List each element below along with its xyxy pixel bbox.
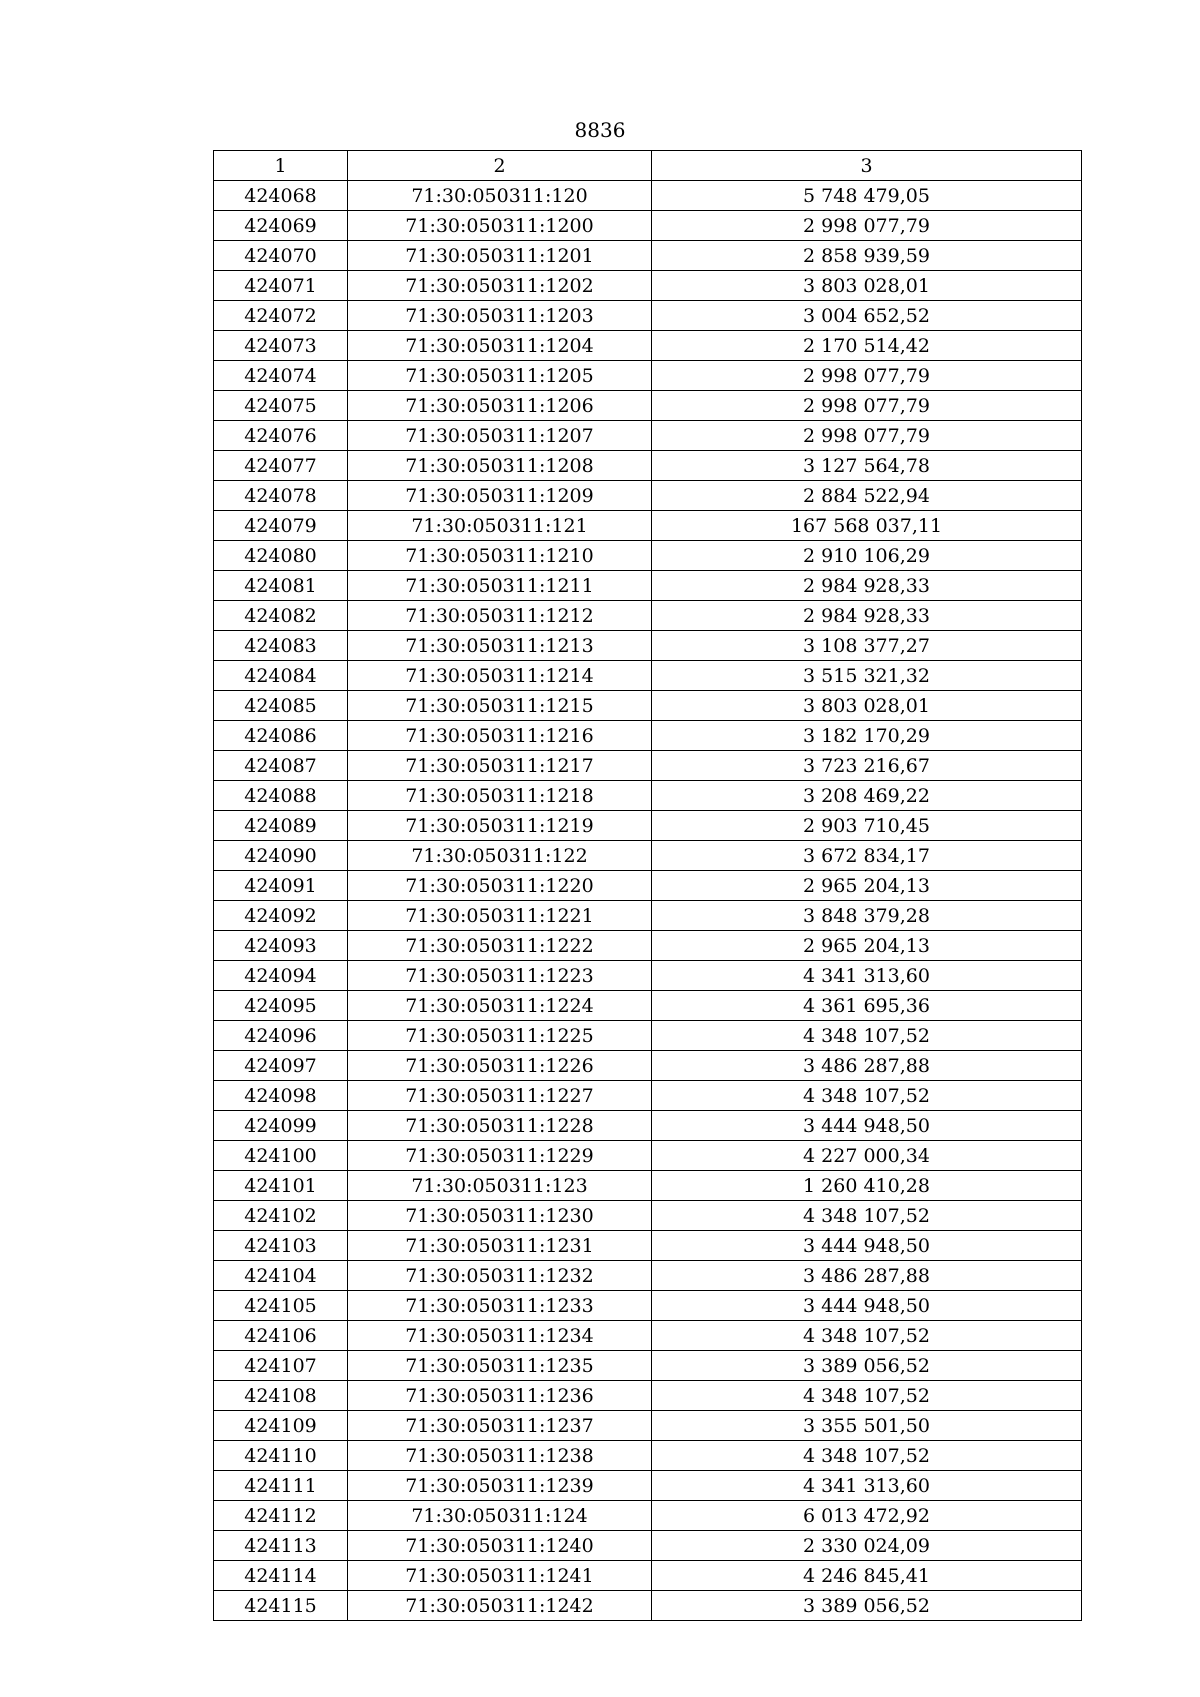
cadastral-number-cell: 71:30:050311:124 (348, 1501, 652, 1531)
row-number-cell: 424107 (214, 1351, 348, 1381)
cadastral-number-cell: 71:30:050311:1206 (348, 391, 652, 421)
cadastral-value-cell: 2 984 928,33 (652, 601, 1082, 631)
row-number-cell: 424099 (214, 1111, 348, 1141)
row-number-cell: 424069 (214, 211, 348, 241)
cadastral-value-cell: 4 348 107,52 (652, 1321, 1082, 1351)
cadastral-value-cell: 3 803 028,01 (652, 271, 1082, 301)
cadastral-number-cell: 71:30:050311:1235 (348, 1351, 652, 1381)
table-row (214, 211, 1082, 241)
row-number-cell: 424090 (214, 841, 348, 871)
cadastral-value-cell: 4 227 000,34 (652, 1141, 1082, 1171)
page-number: 8836 (574, 118, 626, 142)
table-header-row (214, 151, 1082, 181)
cadastral-value-cell: 3 208 469,22 (652, 781, 1082, 811)
table-row (214, 1561, 1082, 1591)
cadastral-number-cell: 71:30:050311:1240 (348, 1531, 652, 1561)
cadastral-number-cell: 71:30:050311:1231 (348, 1231, 652, 1261)
cadastral-number-cell: 71:30:050311:1212 (348, 601, 652, 631)
table-row (214, 391, 1082, 421)
cadastral-number-cell: 71:30:050311:1213 (348, 631, 652, 661)
cadastral-number-cell: 71:30:050311:1203 (348, 301, 652, 331)
row-number-cell: 424113 (214, 1531, 348, 1561)
cadastral-number-cell: 71:30:050311:1216 (348, 721, 652, 751)
cadastral-number-cell: 71:30:050311:1238 (348, 1441, 652, 1471)
row-number-cell: 424070 (214, 241, 348, 271)
table-row (214, 1171, 1082, 1201)
table-row (214, 271, 1082, 301)
column-header-1: 1 (214, 151, 348, 181)
cadastral-number-cell: 71:30:050311:1233 (348, 1291, 652, 1321)
row-number-cell: 424106 (214, 1321, 348, 1351)
column-header-3: 3 (652, 151, 1082, 181)
cadastral-number-cell: 71:30:050311:1211 (348, 571, 652, 601)
cadastral-value-cell: 6 013 472,92 (652, 1501, 1082, 1531)
row-number-cell: 424101 (214, 1171, 348, 1201)
cadastral-value-cell: 2 984 928,33 (652, 571, 1082, 601)
cadastral-value-cell: 2 884 522,94 (652, 481, 1082, 511)
cadastral-value-cell: 2 965 204,13 (652, 871, 1082, 901)
cadastral-value-cell: 4 341 313,60 (652, 961, 1082, 991)
cadastral-value-cell: 3 848 379,28 (652, 901, 1082, 931)
cadastral-value-cell: 2 330 024,09 (652, 1531, 1082, 1561)
row-number-cell: 424083 (214, 631, 348, 661)
row-number-cell: 424097 (214, 1051, 348, 1081)
cadastral-value-cell: 2 998 077,79 (652, 361, 1082, 391)
table-row (214, 751, 1082, 781)
cadastral-value-cell: 167 568 037,11 (652, 511, 1082, 541)
table-row (214, 1381, 1082, 1411)
cadastral-value-cell: 3 803 028,01 (652, 691, 1082, 721)
table-row (214, 601, 1082, 631)
cadastral-value-cell: 2 998 077,79 (652, 211, 1082, 241)
cadastral-value-cell: 2 910 106,29 (652, 541, 1082, 571)
row-number-cell: 424089 (214, 811, 348, 841)
cadastral-value-cell: 2 858 939,59 (652, 241, 1082, 271)
cadastral-value-cell: 3 004 652,52 (652, 301, 1082, 331)
table-row (214, 1351, 1082, 1381)
cadastral-value-cell: 4 246 845,41 (652, 1561, 1082, 1591)
cadastral-value-cell: 3 108 377,27 (652, 631, 1082, 661)
row-number-cell: 424074 (214, 361, 348, 391)
cadastral-value-cell: 4 361 695,36 (652, 991, 1082, 1021)
cadastral-number-cell: 71:30:050311:1229 (348, 1141, 652, 1171)
cadastral-value-cell: 4 348 107,52 (652, 1081, 1082, 1111)
table-row (214, 481, 1082, 511)
table-row (214, 1051, 1082, 1081)
cadastral-number-cell: 71:30:050311:1209 (348, 481, 652, 511)
cadastral-value-cell: 3 486 287,88 (652, 1261, 1082, 1291)
cadastral-number-cell: 71:30:050311:1205 (348, 361, 652, 391)
cadastral-number-cell: 71:30:050311:1224 (348, 991, 652, 1021)
table-row (214, 241, 1082, 271)
cadastral-number-cell: 71:30:050311:1218 (348, 781, 652, 811)
cadastral-number-cell: 71:30:050311:1225 (348, 1021, 652, 1051)
row-number-cell: 424088 (214, 781, 348, 811)
row-number-cell: 424102 (214, 1201, 348, 1231)
cadastral-number-cell: 71:30:050311:1226 (348, 1051, 652, 1081)
cadastral-number-cell: 71:30:050311:1200 (348, 211, 652, 241)
table-row (214, 181, 1082, 211)
table-row (214, 1471, 1082, 1501)
cadastral-number-cell: 71:30:050311:1221 (348, 901, 652, 931)
cadastral-value-cell: 4 348 107,52 (652, 1381, 1082, 1411)
cadastral-number-cell: 71:30:050311:123 (348, 1171, 652, 1201)
cadastral-number-cell: 71:30:050311:1234 (348, 1321, 652, 1351)
table-row (214, 1531, 1082, 1561)
row-number-cell: 424072 (214, 301, 348, 331)
row-number-cell: 424077 (214, 451, 348, 481)
cadastral-number-cell: 71:30:050311:1228 (348, 1111, 652, 1141)
row-number-cell: 424105 (214, 1291, 348, 1321)
row-number-cell: 424098 (214, 1081, 348, 1111)
table-row (214, 1591, 1082, 1621)
row-number-cell: 424085 (214, 691, 348, 721)
cadastral-value-cell: 3 444 948,50 (652, 1291, 1082, 1321)
table-row (214, 331, 1082, 361)
cadastral-number-cell: 71:30:050311:1215 (348, 691, 652, 721)
cadastral-value-cell: 5 748 479,05 (652, 181, 1082, 211)
cadastral-number-cell: 71:30:050311:1220 (348, 871, 652, 901)
cadastral-value-cell: 3 355 501,50 (652, 1411, 1082, 1441)
cadastral-number-cell: 71:30:050311:1236 (348, 1381, 652, 1411)
cadastral-value-cell: 2 998 077,79 (652, 421, 1082, 451)
cadastral-value-cell: 3 182 170,29 (652, 721, 1082, 751)
cadastral-number-cell: 71:30:050311:1222 (348, 931, 652, 961)
cadastral-number-cell: 71:30:050311:1208 (348, 451, 652, 481)
column-header-2: 2 (348, 151, 652, 181)
table-row (214, 691, 1082, 721)
table-row (214, 631, 1082, 661)
row-number-cell: 424079 (214, 511, 348, 541)
row-number-cell: 424068 (214, 181, 348, 211)
cadastral-value-cell: 3 389 056,52 (652, 1591, 1082, 1621)
cadastral-number-cell: 71:30:050311:1241 (348, 1561, 652, 1591)
cadastral-value-cell: 1 260 410,28 (652, 1171, 1082, 1201)
cadastral-value-table (213, 150, 1082, 1621)
cadastral-number-cell: 71:30:050311:1242 (348, 1591, 652, 1621)
row-number-cell: 424078 (214, 481, 348, 511)
table-row (214, 1141, 1082, 1171)
table-row (214, 1261, 1082, 1291)
table-row (214, 451, 1082, 481)
row-number-cell: 424115 (214, 1591, 348, 1621)
table-row (214, 511, 1082, 541)
table-row (214, 1321, 1082, 1351)
cadastral-value-cell: 3 515 321,32 (652, 661, 1082, 691)
cadastral-number-cell: 71:30:050311:121 (348, 511, 652, 541)
row-number-cell: 424114 (214, 1561, 348, 1591)
cadastral-number-cell: 71:30:050311:120 (348, 181, 652, 211)
cadastral-number-cell: 71:30:050311:1204 (348, 331, 652, 361)
row-number-cell: 424091 (214, 871, 348, 901)
row-number-cell: 424110 (214, 1441, 348, 1471)
row-number-cell: 424075 (214, 391, 348, 421)
table-row (214, 871, 1082, 901)
cadastral-number-cell: 71:30:050311:1202 (348, 271, 652, 301)
cadastral-value-cell: 3 389 056,52 (652, 1351, 1082, 1381)
cadastral-number-cell: 71:30:050311:1207 (348, 421, 652, 451)
cadastral-value-cell: 3 127 564,78 (652, 451, 1082, 481)
row-number-cell: 424076 (214, 421, 348, 451)
cadastral-number-cell: 71:30:050311:1214 (348, 661, 652, 691)
table-row (214, 901, 1082, 931)
table-row (214, 1441, 1082, 1471)
cadastral-value-cell: 4 341 313,60 (652, 1471, 1082, 1501)
row-number-cell: 424094 (214, 961, 348, 991)
table-row (214, 361, 1082, 391)
table-row (214, 661, 1082, 691)
table-row (214, 1231, 1082, 1261)
cadastral-number-cell: 71:30:050311:1227 (348, 1081, 652, 1111)
row-number-cell: 424100 (214, 1141, 348, 1171)
cadastral-number-cell: 71:30:050311:1232 (348, 1261, 652, 1291)
table-row (214, 1291, 1082, 1321)
row-number-cell: 424086 (214, 721, 348, 751)
cadastral-value-cell: 3 444 948,50 (652, 1111, 1082, 1141)
cadastral-value-cell: 3 444 948,50 (652, 1231, 1082, 1261)
row-number-cell: 424096 (214, 1021, 348, 1051)
row-number-cell: 424112 (214, 1501, 348, 1531)
table-row (214, 421, 1082, 451)
row-number-cell: 424071 (214, 271, 348, 301)
cadastral-value-cell: 3 486 287,88 (652, 1051, 1082, 1081)
cadastral-number-cell: 71:30:050311:1237 (348, 1411, 652, 1441)
table-row (214, 301, 1082, 331)
cadastral-value-cell: 2 965 204,13 (652, 931, 1082, 961)
cadastral-value-cell: 2 170 514,42 (652, 331, 1082, 361)
table-row (214, 1081, 1082, 1111)
row-number-cell: 424104 (214, 1261, 348, 1291)
cadastral-value-cell: 4 348 107,52 (652, 1201, 1082, 1231)
cadastral-value-cell: 3 723 216,67 (652, 751, 1082, 781)
table-row (214, 1021, 1082, 1051)
cadastral-value-cell: 3 672 834,17 (652, 841, 1082, 871)
table-row (214, 781, 1082, 811)
cadastral-number-cell: 71:30:050311:1210 (348, 541, 652, 571)
table-row (214, 1201, 1082, 1231)
cadastral-number-cell: 71:30:050311:122 (348, 841, 652, 871)
table-row (214, 991, 1082, 1021)
row-number-cell: 424084 (214, 661, 348, 691)
row-number-cell: 424073 (214, 331, 348, 361)
table-row (214, 811, 1082, 841)
row-number-cell: 424080 (214, 541, 348, 571)
table-row (214, 571, 1082, 601)
cadastral-value-cell: 4 348 107,52 (652, 1021, 1082, 1051)
table-row (214, 721, 1082, 751)
cadastral-value-cell: 4 348 107,52 (652, 1441, 1082, 1471)
row-number-cell: 424087 (214, 751, 348, 781)
table-row (214, 1411, 1082, 1441)
cadastral-number-cell: 71:30:050311:1223 (348, 961, 652, 991)
table-row (214, 841, 1082, 871)
row-number-cell: 424111 (214, 1471, 348, 1501)
cadastral-value-cell: 2 998 077,79 (652, 391, 1082, 421)
table-row (214, 1501, 1082, 1531)
cadastral-number-cell: 71:30:050311:1219 (348, 811, 652, 841)
row-number-cell: 424093 (214, 931, 348, 961)
row-number-cell: 424081 (214, 571, 348, 601)
cadastral-number-cell: 71:30:050311:1230 (348, 1201, 652, 1231)
cadastral-number-cell: 71:30:050311:1201 (348, 241, 652, 271)
table-row (214, 541, 1082, 571)
table-body (214, 151, 1082, 1621)
cadastral-number-cell: 71:30:050311:1239 (348, 1471, 652, 1501)
row-number-cell: 424095 (214, 991, 348, 1021)
row-number-cell: 424109 (214, 1411, 348, 1441)
table-row (214, 931, 1082, 961)
row-number-cell: 424103 (214, 1231, 348, 1261)
row-number-cell: 424092 (214, 901, 348, 931)
table-row (214, 961, 1082, 991)
cadastral-value-cell: 2 903 710,45 (652, 811, 1082, 841)
table-row (214, 1111, 1082, 1141)
row-number-cell: 424108 (214, 1381, 348, 1411)
row-number-cell: 424082 (214, 601, 348, 631)
cadastral-number-cell: 71:30:050311:1217 (348, 751, 652, 781)
